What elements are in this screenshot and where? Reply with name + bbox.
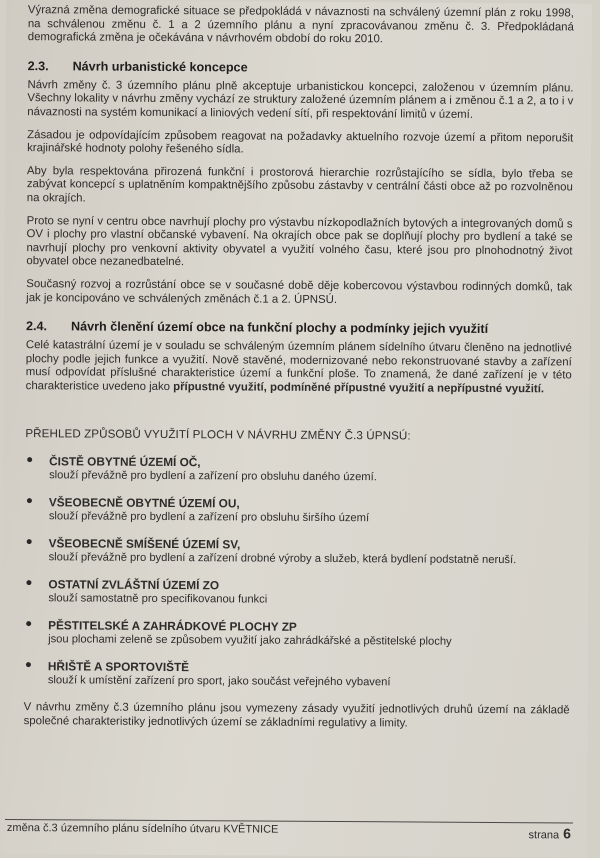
page-label: strana (528, 829, 560, 842)
item-title: ČISTĚ OBYTNÉ ÚZEMÍ OČ, (49, 454, 201, 470)
section-number: 2.3. (27, 58, 49, 74)
item-description: slouží k umístění zařízení pro sport, jako součást veřejného vybavení (47, 674, 391, 689)
list-item (24, 660, 570, 691)
intro-paragraph: Výrazná změna demografické situace se předpokládá v návaznosti na schválený územní plán z roku 1998, na schválenou změnu č. 1 a 2 územního plánu a nyní zpracovávanou změnu č. 3. Předpokládaná demografická změna je očekávána v návrhovém období do roku 2010. (27, 4, 574, 46)
section-title: Návrh členění území obce na funkční plochy a podmínky jejich využití (70, 319, 489, 337)
list-item (24, 578, 570, 609)
land-use-list (24, 455, 571, 691)
bullet-icon (27, 458, 32, 463)
section-number: 2.4. (25, 319, 48, 334)
bullet-icon (26, 663, 31, 668)
item-title: HŘIŠTĚ A SPORTOVIŠTĚ (47, 659, 190, 675)
list-item (24, 619, 570, 650)
item-description: slouží převážně pro bydlení a zařízení drobné výroby a služeb, která bydlení podstatně neruší. (48, 551, 517, 567)
paragraph-text: Celé katastrální území je v souladu se schváleným územním plánem sídelního útvaru členěno na jednotlivé plochy podle jejich funkce a využití. Nově stavěné, modernizované nebo rekonstruované stavby a zařízení musí odpovídat příslušné charakteristice území a funkční ploše. To znamená, že dané zařízení je v této charakteristice uvedeno jako (25, 339, 572, 393)
bullet-icon (27, 540, 32, 545)
page-footer (7, 822, 571, 841)
item-title: OSTATNÍ ZVLÁŠTNÍ ÚZEMÍ ZO (48, 577, 220, 593)
paragraph: Proto se nyní v centru obce navrhují plochy pro výstavbu nízkopodlažních bytových a integrovaných domů s OV i plochy pro vlastní občanské vybavení. Na okrajích obce pak se doplňují plochy pro bydlení a také se navrhují plochy pro venkovní aktivity obyvatel a využití volného času, které jsou pro plnohodnotný život obyvatel obce nezanedbatelné. (26, 214, 573, 269)
item-description: jsou plochami zeleně se způsobem využití jako zahrádkářské a pěstitelské plochy (48, 633, 452, 649)
item-description: slouží samostatně pro specifikovanou funkci (48, 592, 268, 607)
item-description: slouží převážně pro bydlení a zařízení pro obsluhu širšího území (48, 510, 370, 525)
section-heading-2-3 (28, 59, 574, 76)
paragraph: Současný rozvoj a rozrůstání obce se v současné době děje kobercovou výstavbou rodinných domků, tak jak je koncipováno ve schválených změnách č.1 a 2. ÚPNSÚ. (26, 278, 573, 306)
item-title: VŠEOBECNĚ SMÍŠENÉ ÚZEMÍ SV, (48, 536, 241, 552)
section-title: Návrh urbanistické koncepce (72, 59, 248, 75)
overview-title: PŘEHLED ZPŮSOBŮ VYUŽITÍ PLOCH V NÁVRHU ZMĚNY Č.3 ÚPNSÚ: (25, 427, 411, 443)
item-description: slouží převážně pro bydlení a zařízení pro obsluhu daného území. (49, 469, 377, 484)
paragraph: Návrh změny č. 3 územního plánu plně akceptuje urbanistickou koncepci, založenou v územním plánu. Všechny lokality v návrhu změny vychází ze struktury založené územním plánem a i změnou č.1 a 2, a to i v návaznosti na systém komunikací a liniových vedení sítí, při respektování limitů v území. (27, 78, 574, 121)
section-heading-2-4 (26, 319, 572, 336)
paragraph: Zásadou je odpovídajícím způsobem reagovat na požadavky aktuelního rozvoje území a přitom neporušit krajinářské hodnoty polohy řešeného sídla. (27, 128, 574, 156)
bullet-icon (27, 499, 32, 504)
document-page (1, 0, 592, 858)
bullet-icon (26, 581, 31, 586)
bullet-icon (26, 622, 31, 627)
closing-paragraph: V návrhu změny č.3 územního plánu jsou vymezeny zásady využití jednotlivých druhů území na základě společné charakteristiky jednotlivých území se základními regulativy a limity. (23, 701, 570, 730)
paragraph: Aby byla respektována přirozená funkční i prostorová hierarchie rozrůstajícího se sídla, bylo třeba se zabývat koncepcí s uplatněním kompaktnějšího způsobu zástavby v centrální části obce až po rozvolněnou na okrajích. (26, 164, 573, 205)
list-item (25, 537, 571, 568)
paragraph-land-use (26, 339, 572, 397)
list-item (25, 496, 571, 527)
item-title: PĚSTITELSKÉ A ZAHRÁDKOVÉ PLOCHY ZP (48, 618, 297, 635)
list-item (25, 455, 571, 486)
footer-page-info (528, 825, 570, 841)
page-number: 6 (563, 825, 571, 842)
paragraph-bold-text: přípustné využití, podmíněné přípustné využití a nepřípustné využití. (173, 380, 545, 396)
item-title: VŠEOBECNĚ OBYTNÉ ÚZEMÍ OU, (48, 495, 240, 511)
footer-document-title: změna č.3 územního plánu sídelního útvaru KVĚTNICE (6, 822, 279, 836)
